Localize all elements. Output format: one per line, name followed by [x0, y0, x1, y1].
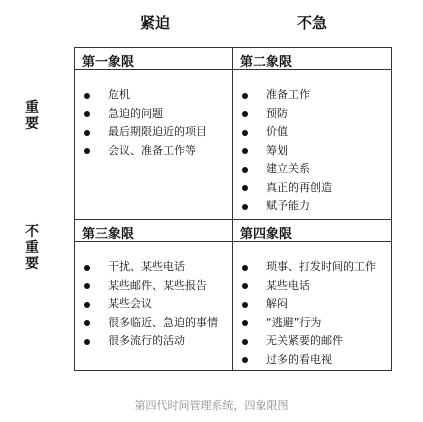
bullet-icon	[84, 320, 90, 326]
quadrant-3	[75, 220, 233, 370]
figure-caption: 第四代时间管理系统，四象限图	[134, 399, 289, 412]
quadrant-item-list	[75, 242, 232, 351]
bullet-icon	[242, 204, 248, 210]
bullet-icon	[84, 339, 90, 345]
quadrant-title: 第四象限	[233, 220, 391, 242]
bullet-icon	[84, 130, 90, 136]
list-item: 赋予能力	[233, 197, 391, 216]
bullet-icon	[84, 111, 90, 117]
bullet-icon	[84, 302, 90, 308]
column-header-urgent: 紧迫	[139, 14, 170, 32]
list-item: 很多临近、急迫的事情	[75, 314, 232, 333]
quadrant-4	[233, 220, 391, 370]
list-item: 某些会议	[75, 295, 232, 314]
list-item: 琐事、打发时间的工作	[233, 258, 391, 277]
list-item: 预防	[233, 105, 391, 124]
bullet-icon	[84, 148, 90, 154]
bullet-icon	[242, 302, 248, 308]
list-item: 建立关系	[233, 160, 391, 179]
list-item: 某些邮件、某些报告	[75, 277, 232, 296]
row-header-important: 重要	[25, 100, 39, 132]
list-item: 价值	[233, 123, 391, 142]
bullet-icon	[84, 265, 90, 271]
list-item: 最后期限迫近的项目	[75, 123, 232, 142]
bullet-icon	[242, 265, 248, 271]
bullet-icon	[242, 167, 248, 173]
bullet-icon	[242, 148, 248, 154]
list-item: “逃避”行为	[233, 314, 391, 333]
list-item: 很多流行的活动	[75, 332, 232, 351]
list-item: 干扰、某些电话	[75, 258, 232, 277]
bullet-icon	[242, 320, 248, 326]
quadrant-item-list	[233, 70, 391, 216]
list-item: 过多的看电视	[233, 351, 391, 370]
list-item: 某些电话	[233, 277, 391, 296]
list-item: 急迫的问题	[75, 105, 232, 124]
list-item: 解闷	[233, 295, 391, 314]
quadrant-1	[75, 48, 233, 220]
list-item: 无关紧要的邮件	[233, 332, 391, 351]
row-header-not-important: 不重要	[25, 224, 39, 272]
column-header-not-urgent: 不急	[296, 14, 327, 32]
quadrant-title: 第二象限	[233, 48, 391, 70]
bullet-icon	[242, 339, 248, 345]
list-item: 会议、准备工作等	[75, 142, 232, 161]
list-item: 危机	[75, 86, 232, 105]
quadrant-title: 第三象限	[75, 220, 232, 242]
bullet-icon	[242, 130, 248, 136]
quadrant-item-list	[75, 70, 232, 160]
list-item: 准备工作	[233, 86, 391, 105]
quadrant-item-list	[233, 242, 391, 369]
list-item: 筹划	[233, 142, 391, 161]
bullet-icon	[242, 111, 248, 117]
bullet-icon	[242, 357, 248, 363]
bullet-icon	[84, 283, 90, 289]
bullet-icon	[84, 93, 90, 99]
quadrant-title: 第一象限	[75, 48, 232, 70]
quadrant-2	[233, 48, 391, 220]
bullet-icon	[242, 283, 248, 289]
bullet-icon	[242, 93, 248, 99]
bullet-icon	[242, 185, 248, 191]
list-item: 真正的再创造	[233, 179, 391, 198]
quadrant-matrix	[74, 47, 392, 371]
